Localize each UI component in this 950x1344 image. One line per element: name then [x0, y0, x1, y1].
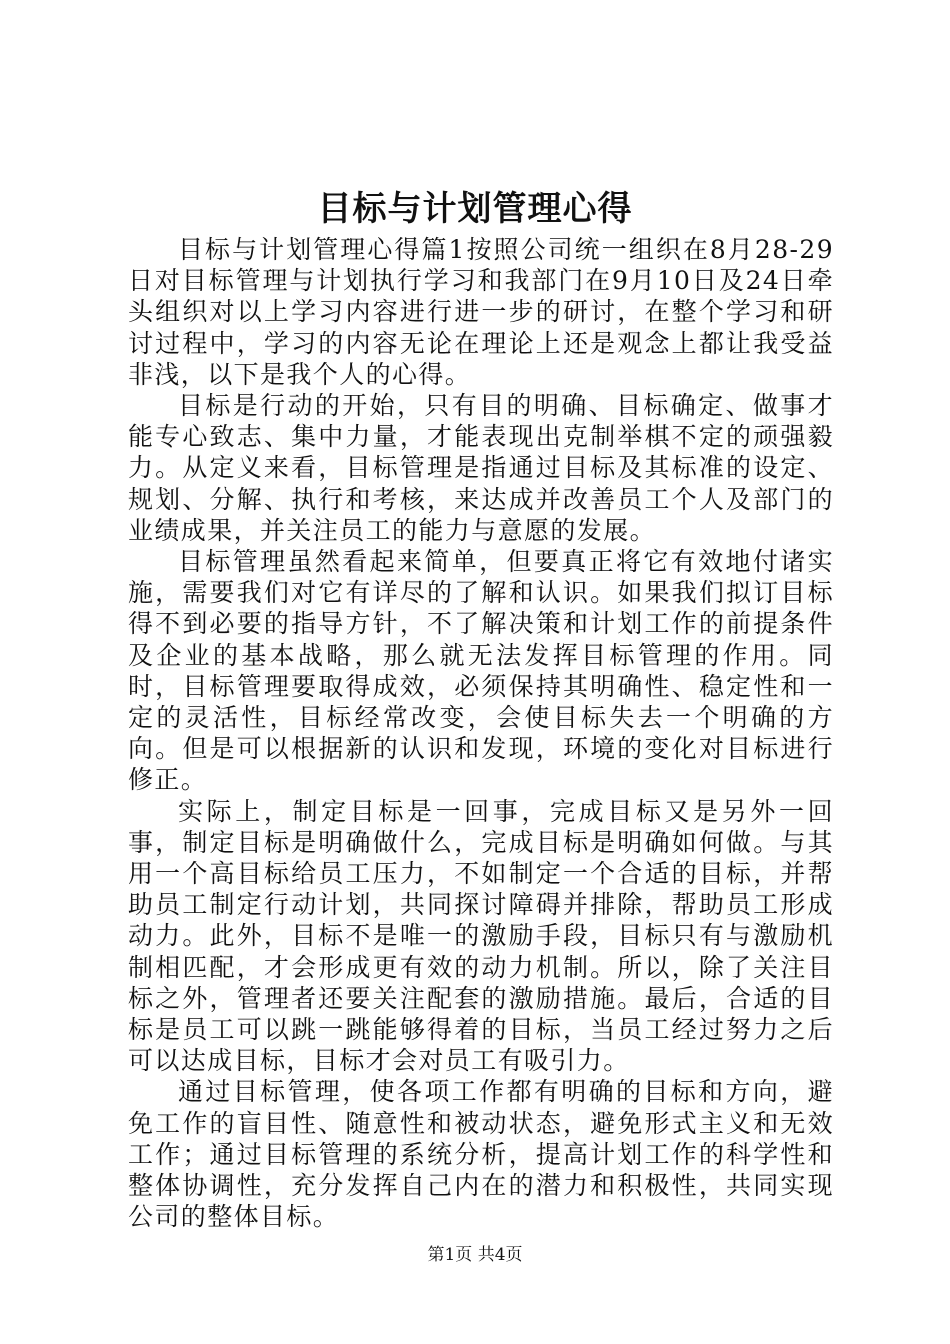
paragraph-2: 目标是行动的开始，只有目的明确、目标确定、做事才能专心致志、集中力量，才能表现出克制举棋不定的顽强毅力。从定义来看，目标管理是指通过目标及其标准的设定、规划、分解、执行和考核，来达成并改善员工个人及部门的业绩成果，并关注员工的能力与意愿的发展。: [128, 391, 834, 545]
document-body: [128, 234, 834, 1233]
paragraph-4: 实际上，制定目标是一回事，完成目标又是另外一回事，制定目标是明确做什么，完成目标是明确如何做。与其用一个高目标给员工压力，不如制定一个合适的目标，并帮助员工制定行动计划，共同探讨障碍并排除，帮助员工形成动力。此外，目标不是唯一的激励手段，目标只有与激励机制相匹配，才会形成更有效的动力机制。所以，除了关注目标之外，管理者还要关注配套的激励措施。最后，合适的目标是员工可以跳一跳能够得着的目标，当员工经过努力之后可以达成目标，目标才会对员工有吸引力。: [128, 796, 834, 1076]
paragraph-5: 通过目标管理，使各项工作都有明确的目标和方向，避免工作的盲目性、随意性和被动状态，避免形式主义和无效工作；通过目标管理的系统分析，提高计划工作的科学性和整体协调性，充分发挥自己内在的潜力和积极性，共同实现公司的整体目标。: [128, 1077, 834, 1232]
paragraph-1: 目标与计划管理心得篇1按照公司统一组织在8月28-29日对目标管理与计划执行学习和我部门在9月10日及24日牵头组织对以上学习内容进行进一步的研讨，在整个学习和研讨过程中，学习的内容无论在理论上还是观念上都让我受益非浅，以下是我个人的心得。: [128, 235, 834, 389]
paragraph-3: 目标管理虽然看起来简单，但要真正将它有效地付诸实施，需要我们对它有详尽的了解和认识。如果我们拟订目标得不到必要的指导方针，不了解决策和计划工作的前提条件及企业的基本战略，那么就无法发挥目标管理的作用。同时，目标管理要取得成效，必须保持其明确性、稳定性和一定的灵活性，目标经常改变，会使目标失去一个明确的方向。但是可以根据新的认识和发现，环境的变化对目标进行修正。: [128, 547, 834, 795]
page-number-footer: 第1页 共4页: [427, 1245, 523, 1265]
document-title: 目标与计划管理心得: [317, 189, 633, 229]
